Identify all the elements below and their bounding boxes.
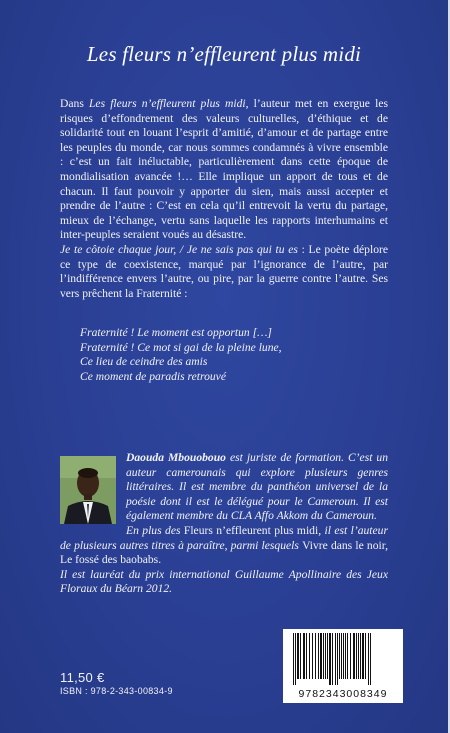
poem-excerpt xyxy=(80,326,380,384)
blurb-paragraph-2 xyxy=(60,243,388,301)
blurb-text: , l’auteur met en exergue les risques d’effondrement des valeurs culturelles, d’éthique et de solidarité tout en louant l’esprit d’amitié, d’amour et de partage entre les peuples du monde, car nous sommes condamnés à vivre ensemble : c’est un fait inéluctable, particulièrement dans cette époque de mondialisation avancée !… Elle implique un apport de tous et de chacun. Il faut pouvoir y apporter du sien, mais aussi accepter et prendre de l’autre : C’est en cela qu’il entrevoit la vertu du partage, mieux de l’échange, vertu sans laquelle les rapports interhumains et inter-peuples seraient voués au désastre. xyxy=(60,97,388,242)
author-bio-other-titles: Vivre dans le noir, Le fossé des baobabs. xyxy=(60,538,389,567)
poem-line: Ce lieu de ceindre des amis xyxy=(80,355,208,369)
poem-line: Fraternité ! Le moment est opportun […] xyxy=(80,326,272,339)
blurb-text: Dans xyxy=(60,97,89,110)
price: 11,50 € xyxy=(60,670,105,685)
price-isbn-block xyxy=(60,670,173,698)
author-bio-paragraph-2 xyxy=(60,524,388,568)
blurb-text: : Le poète déplore ce type de coexistence, marqué par l’ignorance de l’autre, par l’indifférence envers l’autre, ou pire, par la guerre contre l’autre. Ses vers prêchent la Fraternité : xyxy=(60,242,389,300)
blurb-quote: Je te côtoie chaque jour, / Je ne sais pas qui tu es xyxy=(60,242,298,256)
author-bio-book-title: Fleurs n’effleurent plus midi xyxy=(183,523,319,537)
barcode xyxy=(283,629,403,703)
author-bio-paragraph-3: Il est lauréat du prix international Guillaume Apollinaire des Jeux Floraux du Béarn 2012. xyxy=(60,567,388,596)
author-bio-paragraph-1 xyxy=(60,451,388,524)
blurb-paragraph-1 xyxy=(60,97,388,243)
author-name: Daouda Mbouobouo xyxy=(126,451,226,464)
book-title: Les fleurs n’effleurent plus midi xyxy=(86,42,362,66)
barcode-bars xyxy=(283,629,403,689)
blurb xyxy=(60,97,388,301)
author-bio-text: , il est l’auteur de plusieurs autres titres à paraître, parmi lesquels xyxy=(60,523,388,552)
blurb-book-title: Les fleurs n’effleurent plus midi xyxy=(88,97,246,110)
barcode-digits: 9782343008349 xyxy=(298,688,388,700)
poem-line: Fraternité ! Ce mot si gai de la pleine lune, xyxy=(80,340,282,354)
isbn: ISBN : 978-2-343-00834-9 xyxy=(60,686,173,696)
author-bio-text: En plus des xyxy=(126,523,184,537)
author-bio xyxy=(60,451,388,597)
author-bio-text: est juriste de formation. C’est un auteur camerounais qui explore plusieurs genres littéraires. Il est membre du panthéon universel de la poésie dont il est le délégué pour le Cameroun. Il est également membre du CLA Affo Akkom du Cameroun. xyxy=(126,451,388,523)
poem-line: Ce moment de paradis retrouvé xyxy=(80,369,226,383)
